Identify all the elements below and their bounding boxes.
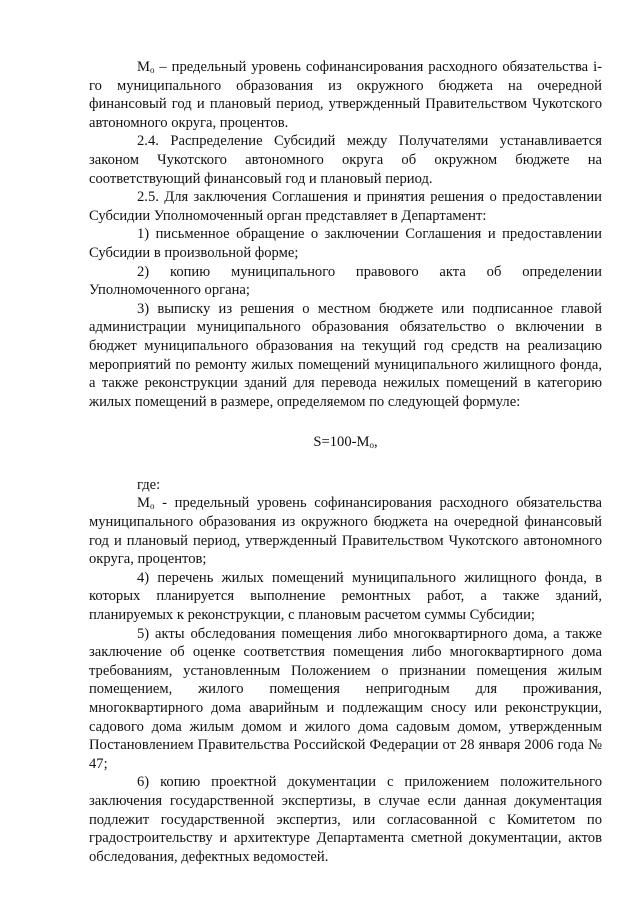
where-label: где: [137,476,161,493]
list-item-5: 5) акты обследования помещения либо многоквартирного дома, а также заключение об оценке соответствия помещения либо многоквартирного дома требованиям, установленным Положением о признании помещения жилым помещением, жилого помещения непригодным для проживания, многоквартирного дома аварийным и подлежащим сносу или реконструкции, садового дома жилым домом и жилого дома садовым домом, утвержденным Постановлением Правительства Российской Федерации от 28 января 2006 года № 47; [89,625,602,772]
formula [89,433,602,452]
list-item-3: 3) выписку из решения о местном бюджете или подписанное главой администрации муниципального образования обязательство о включении в бюджет муниципального образования на текущий год средств на реализацию мероприятий по ремонту жилых помещений муниципального жилищного фонда, а также реконструкции зданий для перевода нежилых помещений в категорию жилых помещений в размере, определяемом по следующей формуле: [89,300,602,410]
symbol-m: М [137,59,150,75]
paragraph-m-definition-text: – предельный уровень софинансирования расходного обязательства i-го муниципального образования из окружного бюджета на очередной финансовый год и плановый период, утвержденный Правительством Чукотского автономного округа, процентов. [89,59,602,131]
formula-tail: , [373,434,378,451]
list-item-1: 1) письменное обращение о заключении Соглашения и предоставлении Субсидии в произвольной форме; [89,226,602,261]
paragraph-2-5: 2.5. Для заключения Соглашения и принятия решения о предоставлении Субсидии Уполномоченный орган представляет в Департамент: [89,189,602,224]
document-page [89,58,602,866]
list-item-6: 6) копию проектной документации с приложением положительного заключения государственной экспертизы, в случае если данная документация подлежит государственной экспертиз, или согласованной с Комитетом по градостроительству и архитектуре Департамента сметной документации, актов обследования, дефектных ведомостей. [89,774,602,865]
list-item-4: 4) перечень жилых помещений муниципального жилищного фонда, в которых планируется выполнение ремонтных работ, а также зданий, планируемых к реконструкции, с плановым расчетом суммы Субсидии; [89,569,602,624]
symbol-m-subscript: о [149,65,155,75]
paragraph-m-definition [89,58,602,132]
paragraph-m-definition-2 [89,494,602,568]
formula-main: S=100-М [313,434,370,451]
paragraph-2-4: 2.4. Распределение Субсидий между Получателями устанавливается законом Чукотского автономного округа об окружном бюджете на соответствующий финансовый год и плановый период. [89,133,602,187]
paragraph-m-definition-2-text: - предельный уровень софинансирования расходного обязательства муниципального образования из окружного бюджета на очередной финансовый год и плановый период, утвержденный Правительством Чукотского автономного округа, процентов; [89,495,602,568]
list-item-2: 2) копию муниципального правового акта об определении Уполномоченного органа; [89,263,602,299]
symbol-m-2: М [137,495,150,512]
symbol-m-2-subscript: о [149,501,155,512]
formula-subscript: о [369,440,374,451]
